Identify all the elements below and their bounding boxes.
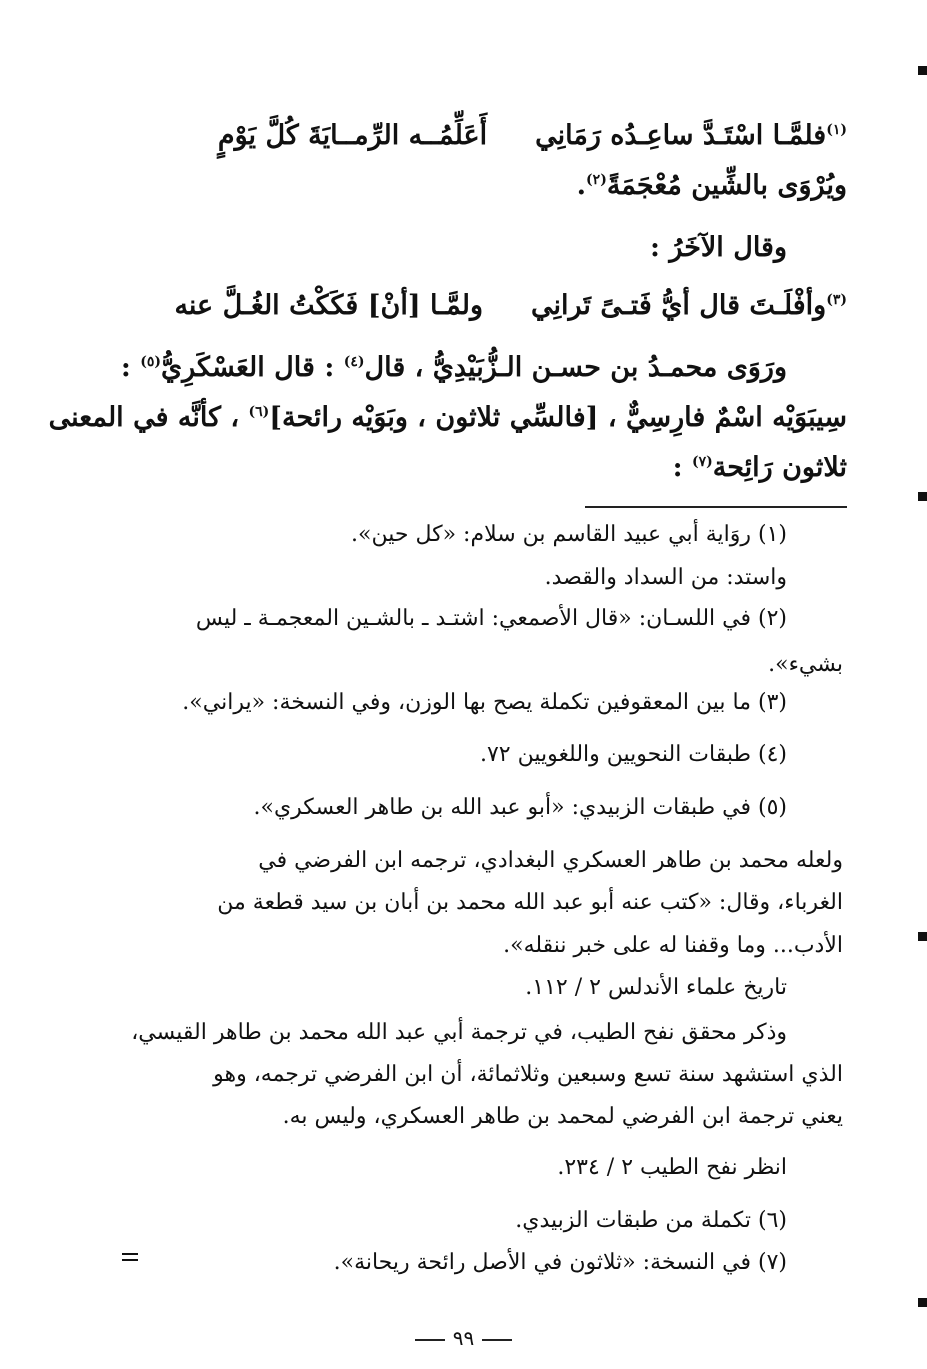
- verse-hemistich-left: فلمَّـا اسْتَـدَّ ساعِـدُه رَمَانِي: [535, 120, 827, 151]
- footnote-ref: (٣): [826, 292, 847, 308]
- footnote-line: الغرباء، وقال: «كتب عنه أبو عبد الله محمد بن أبان بن سيد قطعة من: [217, 890, 843, 915]
- main-text: سِيبَوَيْه اسْمٌ فارِسِيٌّ ، [فالسِّي ثلاثون ، وبَوَيْه رائحة]: [269, 402, 847, 433]
- main-text: ورَوَى محمـدُ بن حسـن الـزُّبَيْدِيُّ ، قال: [364, 352, 787, 383]
- main-text: ثلاثون رَائِحة: [712, 452, 847, 483]
- dash-mark: [415, 1339, 445, 1341]
- footnote-line: (٥) في طبقات الزبيدي: «أبو عبد الله بن طاهر العسكري».: [253, 795, 787, 820]
- main-text: وقال الآخَرُ :: [649, 232, 787, 263]
- footnote-ref: (٤): [343, 354, 365, 370]
- main-line-3: [650, 232, 787, 263]
- page-number: [0, 1326, 927, 1350]
- main-line-6: [49, 402, 847, 433]
- footnote-separator: [585, 506, 847, 508]
- footnote-ref: (٥): [140, 354, 161, 370]
- verse-hemistich-right: ولمَّـا [أنْ] فَكَكْتُ الغُـلَّ عنه: [174, 290, 484, 321]
- dash-mark: [482, 1339, 512, 1341]
- main-text: ، كأنَّه في المعنى: [48, 402, 249, 433]
- footnote-ref: (٢): [586, 172, 607, 188]
- main-text: : قال العَسْكَرِيُّ: [161, 352, 344, 383]
- verse-hemistich-right: أَعَلِّمُــه الرِّمــايَةَ كُلَّ يَوْمٍ: [217, 120, 488, 151]
- footnote-line: بشيء».: [768, 652, 843, 677]
- page-number-text: ٩٩: [452, 1326, 475, 1350]
- main-line-2: [577, 170, 847, 201]
- main-line-5: [121, 352, 787, 383]
- scan-mark: [122, 1253, 138, 1255]
- footnote-line: ولعله محمد بن طاهر العسكري البغدادي، ترجمه ابن الفرضي في: [258, 848, 843, 873]
- main-text: ويُرْوَى بالشِّين مُعْجَمَةً: [606, 170, 847, 201]
- footnote-line: انظر نفح الطيب ٢ / ٢٣٤.: [557, 1155, 787, 1180]
- footnote-line: (٧) في النسخة: «ثلاثون في الأصل رائحة ريحانة».: [333, 1250, 787, 1275]
- main-text: :: [672, 452, 692, 483]
- footnote-line: (٢) في اللسـان: «قال الأصمعي: اشتـد ـ بالشـين المعجمـة ـ ليس: [195, 606, 787, 631]
- main-text: :: [120, 352, 141, 383]
- footnote-ref: (٧): [691, 454, 713, 470]
- main-line-7: [673, 452, 847, 483]
- footnote-line: الذي استشهد سنة تسع وسبعين وثلاثمائة، أن ابن الفرضي ترجمه، وهو: [213, 1062, 843, 1087]
- verse-line-2: [174, 290, 847, 321]
- footnote-line: (٤) طبقات النحويين واللغويين ٧٢.: [479, 742, 787, 767]
- footnote-line: واستد: من السداد والقصد.: [544, 565, 787, 590]
- footnote-line: (١) روَاية أبي عبيد القاسم بن سلام: «كل حين».: [351, 522, 787, 547]
- scan-mark: [918, 1298, 927, 1307]
- footnote-line: وذكر محقق نفح الطيب، في ترجمة أبي عبد الله محمد بن طاهر القيسي،: [131, 1020, 787, 1045]
- scan-mark: [918, 66, 927, 75]
- footnote-line: (٣) ما بين المعقوفين تكملة يصح بها الوزن، وفي النسخة: «يراني».: [182, 690, 787, 715]
- footnote-ref: (١): [826, 122, 847, 138]
- footnote-line: تاريخ علماء الأندلس ٢ / ١١٢.: [525, 975, 787, 1000]
- footnote-line: الأدب... وما وقفنا له على خبر ننقله».: [503, 933, 843, 958]
- footnote-ref: (٦): [248, 404, 270, 420]
- footnote-line: يعني ترجمة ابن الفرضي لمحمد بن طاهر العسكري، وليس به.: [282, 1104, 843, 1129]
- scan-mark: [122, 1259, 138, 1261]
- verse-hemistich-left: وأفْلَـتَ قال أيُّ فَتـىً تَرانِي: [531, 290, 827, 321]
- scan-mark: [918, 932, 927, 941]
- verse-line-1: [218, 120, 847, 151]
- scan-mark: [918, 492, 927, 501]
- main-text: .: [576, 170, 587, 201]
- footnote-line: (٦) تكملة من طبقات الزبيدي.: [515, 1208, 787, 1233]
